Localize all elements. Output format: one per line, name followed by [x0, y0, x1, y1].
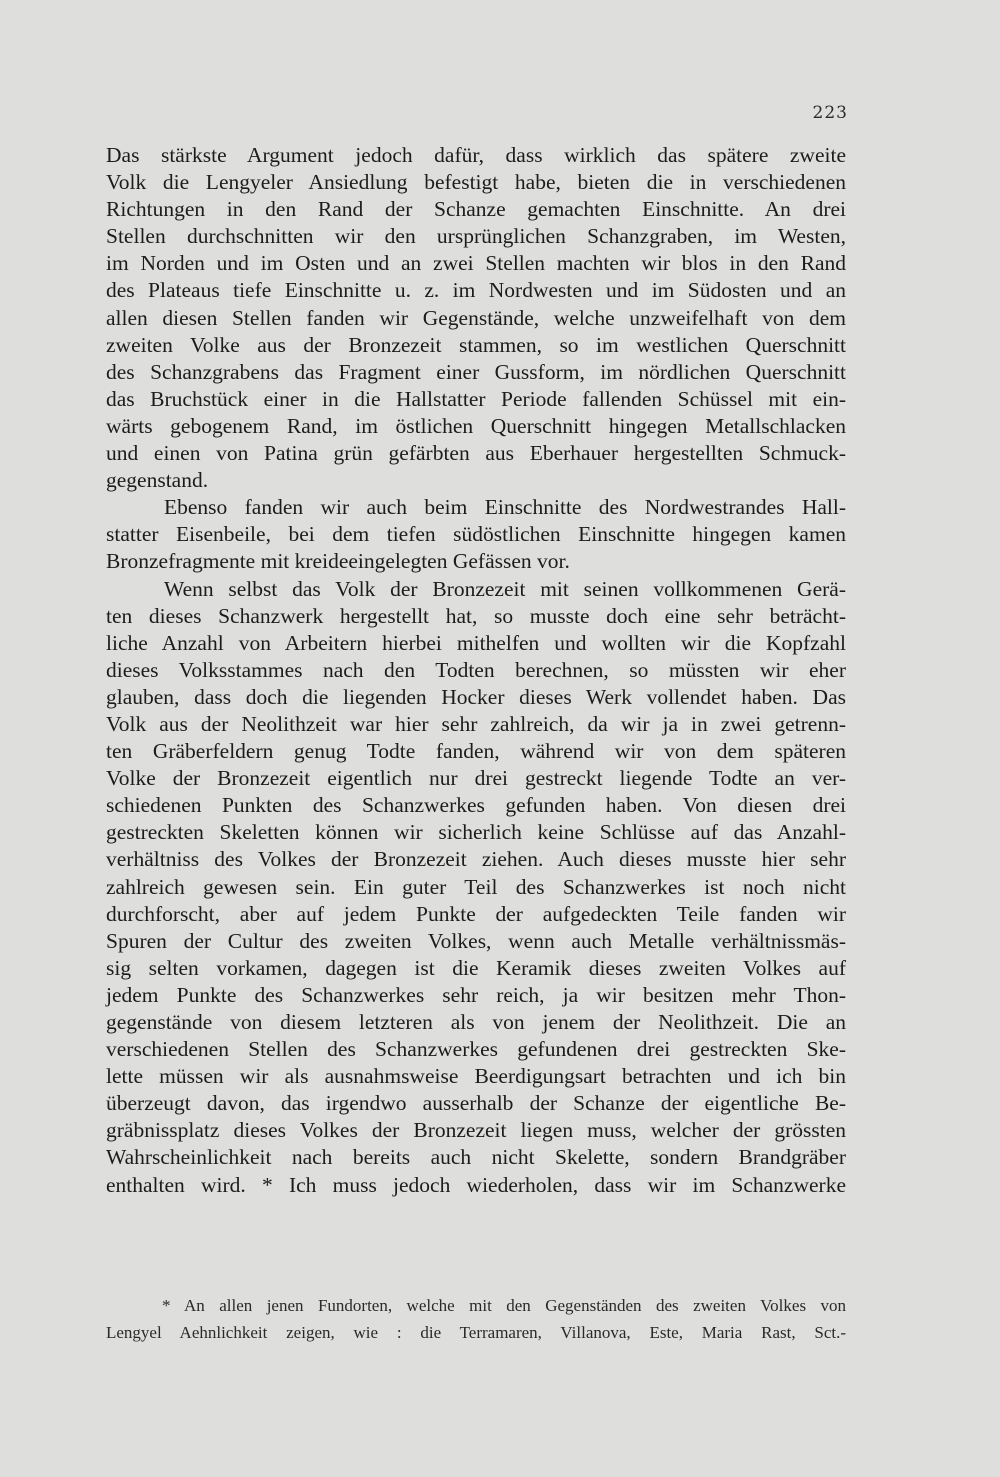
- page-number: 223: [812, 103, 848, 123]
- text-line: das Bruchstück einer in die Hallstatter Periode fallenden Schüssel mit ein-: [106, 386, 846, 411]
- text-line: allen diesen Stellen fanden wir Gegenstände, welche unzweifelhaft von dem: [106, 305, 846, 330]
- text-line: überzeugt davon, das irgendwo ausserhalb der Schanze der eigentliche Be-: [106, 1091, 846, 1116]
- text-line: Volk aus der Neolithzeit war hier sehr zahlreich, da wir ja in zwei getrenn-: [106, 711, 846, 736]
- text-line: verschiedenen Stellen des Schanzwerkes gefundenen drei gestreckten Ske-: [106, 1037, 846, 1062]
- text-line: Volke der Bronzezeit eigentlich nur drei gestreckt liegende Todte an ver-: [106, 766, 846, 791]
- text-line: verhältniss des Volkes der Bronzezeit ziehen. Auch dieses musste hier sehr: [106, 847, 846, 872]
- text-line: Ebenso fanden wir auch beim Einschnitte des Nordwestrandes Hall-: [164, 495, 846, 520]
- text-line: lette müssen wir als ausnahmsweise Beerdigungsart betrachten und ich bin: [106, 1064, 846, 1089]
- text-line: zahlreich gewesen sein. Ein guter Teil des Schanzwerkes ist noch nicht: [106, 874, 846, 899]
- text-line: sig selten vorkamen, dagegen ist die Keramik dieses zweiten Volkes auf: [106, 955, 846, 980]
- text-line: ten Gräberfeldern genug Todte fanden, während wir von dem späteren: [106, 739, 846, 764]
- text-line: statter Eisenbeile, bei dem tiefen südöstlichen Einschnitte hingegen kamen: [106, 522, 846, 547]
- text-line: im Norden und im Osten und an zwei Stellen machten wir blos in den Rand: [106, 251, 846, 276]
- footnote-line: Lengyel Aehnlichkeit zeigen, wie : die Terramaren, Villanova, Este, Maria Rast, Sct.-: [106, 1323, 846, 1342]
- text-line: gestreckten Skeletten können wir sicherlich keine Schlüsse auf das Anzahl-: [106, 820, 846, 845]
- text-line: Volk die Lengyeler Ansiedlung befestigt habe, bieten die in verschiedenen: [106, 170, 846, 195]
- text-line: und einen von Patina grün gefärbten aus Eberhauer hergestellten Schmuck-: [106, 441, 846, 466]
- text-line: Wenn selbst das Volk der Bronzezeit mit seinen vollkommenen Gerä-: [164, 576, 846, 601]
- text-line: Das stärkste Argument jedoch dafür, dass wirklich das spätere zweite: [106, 143, 846, 167]
- text-line: Richtungen in den Rand der Schanze gemachten Einschnitte. An drei: [106, 197, 846, 222]
- text-line: Wahrscheinlichkeit nach bereits auch nicht Skelette, sondern Brandgräber: [106, 1145, 846, 1170]
- footnote-line: * An allen jenen Fundorten, welche mit den Gegenständen des zweiten Volkes von: [162, 1296, 846, 1315]
- text-line: gräbnissplatz dieses Volkes der Bronzezeit liegen muss, welcher der grössten: [106, 1118, 846, 1143]
- text-line: durchforscht, aber auf jedem Punkte der aufgedeckten Teile fanden wir: [106, 901, 846, 926]
- text-line: Spuren der Cultur des zweiten Volkes, wenn auch Metalle verhältnissmäs-: [106, 928, 846, 953]
- text-line: gegenstand.: [106, 468, 209, 493]
- text-line: zweiten Volke aus der Bronzezeit stammen, so im westlichen Querschnitt: [106, 332, 846, 357]
- text-line: wärts gebogenem Rand, im östlichen Querschnitt hingegen Metallschlacken: [106, 413, 846, 438]
- footnote: [106, 1292, 846, 1346]
- body-text: [106, 142, 846, 1199]
- text-line: Stellen durchschnitten wir den ursprünglichen Schanzgraben, im Westen,: [106, 224, 846, 249]
- text-line: des Schanzgrabens das Fragment einer Gussform, im nördlichen Querschnitt: [106, 359, 846, 384]
- text-line: dieses Volksstammes nach den Todten berechnen, so müssten wir eher: [106, 657, 846, 682]
- text-line: liche Anzahl von Arbeitern hierbei mithelfen und wollten wir die Kopfzahl: [106, 630, 846, 655]
- text-line: Bronzefragmente mit kreideeingelegten Gefässen vor.: [106, 549, 570, 574]
- text-line: des Plateaus tiefe Einschnitte u. z. im Nordwesten und im Südosten und an: [106, 278, 846, 303]
- text-line: gegenstände von diesem letzteren als von jenem der Neolithzeit. Die an: [106, 1010, 846, 1034]
- text-line: glauben, dass doch die liegenden Hocker dieses Werk vollendet haben. Das: [106, 684, 846, 709]
- text-line: jedem Punkte des Schanzwerkes sehr reich, ja wir besitzen mehr Thon-: [106, 982, 846, 1007]
- text-line: enthalten wird. * Ich muss jedoch wiederholen, dass wir im Schanzwerke: [106, 1172, 846, 1197]
- text-line: ten dieses Schanzwerk hergestellt hat, so musste doch eine sehr beträcht-: [106, 603, 846, 628]
- text-line: schiedenen Punkten des Schanzwerkes gefunden haben. Von diesen drei: [106, 793, 846, 818]
